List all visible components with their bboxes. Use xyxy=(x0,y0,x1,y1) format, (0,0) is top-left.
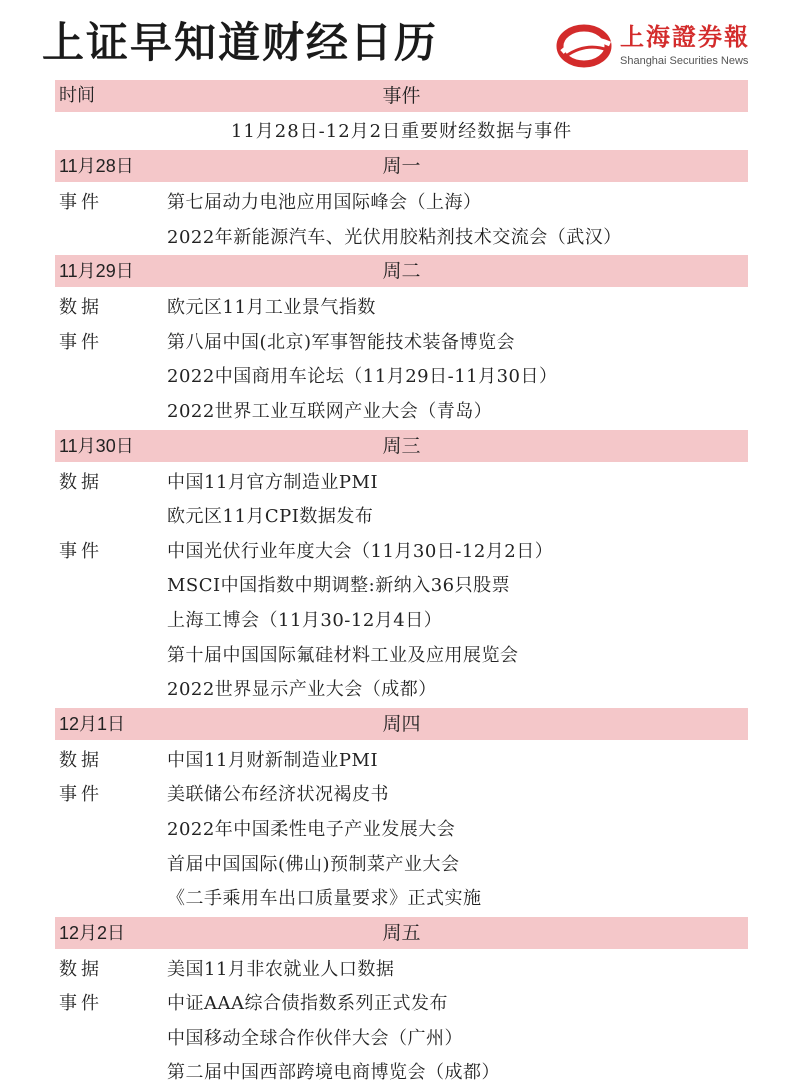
table-subtitle: 11月28日-12月2日重要财经数据与事件 xyxy=(230,121,573,142)
event-row xyxy=(55,326,748,361)
day-weekday: 周二 xyxy=(382,260,421,283)
event-text: 第八届中国(北京)军事智能技术装备博览会 xyxy=(167,331,516,353)
event-text: 欧元区11月工业景气指数 xyxy=(167,297,376,319)
row-category-label: 数据 xyxy=(59,749,103,771)
event-text: 第十届中国国际氟硅材料工业及应用展览会 xyxy=(167,644,519,666)
event-text: 2022年中国柔性电子产业发展大会 xyxy=(167,818,456,840)
event-row xyxy=(55,778,748,813)
event-text: 中国移动全球合作伙伴大会（广州） xyxy=(167,1027,463,1049)
event-text: 第七届动力电池应用国际峰会（上海） xyxy=(167,192,482,213)
row-category-label: 数据 xyxy=(59,297,103,319)
event-text: 中国11月财新制造业PMI xyxy=(167,749,379,771)
page-header xyxy=(0,0,800,80)
day-list xyxy=(55,150,748,1091)
day-header-bar xyxy=(55,255,748,287)
day-date: 12月2日 xyxy=(59,922,126,943)
logo-english-text: Shanghai Securities News xyxy=(620,55,749,67)
row-category-label: 事件 xyxy=(59,192,103,213)
event-text: 第二届中国西部跨境电商博览会（成都） xyxy=(167,1062,500,1084)
event-text: 2022年新能源汽车、光伏用胶粘剂技术交流会（武汉） xyxy=(167,226,622,248)
row-category-label: 事件 xyxy=(59,784,103,806)
event-text: 《二手乘用车出口质量要求》正式实施 xyxy=(167,888,482,910)
event-row xyxy=(55,221,748,256)
event-row xyxy=(55,466,748,501)
event-row xyxy=(55,395,748,430)
event-row xyxy=(55,953,748,988)
day-header-bar xyxy=(55,150,748,182)
day-header-bar xyxy=(55,917,748,949)
event-row xyxy=(55,1022,748,1057)
day-weekday: 周三 xyxy=(382,434,421,457)
event-text: 中国11月官方制造业PMI xyxy=(167,471,379,493)
event-row xyxy=(55,848,748,883)
event-row xyxy=(55,186,748,221)
page-title: 上证早知道财经日历 xyxy=(42,18,439,67)
event-text: 2022中国商用车论坛（11月29日-11月30日） xyxy=(167,366,558,388)
logo-chinese-text: 上海證券報 xyxy=(620,22,750,51)
row-category-label: 数据 xyxy=(59,958,103,980)
logo xyxy=(556,22,786,70)
day-date: 11月29日 xyxy=(59,261,134,282)
logo-swoosh-icon xyxy=(556,22,616,70)
row-category-label: 事件 xyxy=(59,540,103,562)
event-row xyxy=(55,535,748,570)
row-category-label: 事件 xyxy=(59,331,103,353)
event-text: 中国光伏行业年度大会（11月30日-12月2日） xyxy=(167,540,554,562)
calendar-table xyxy=(55,80,748,1091)
day-header-bar xyxy=(55,708,748,740)
event-text: 2022世界工业互联网产业大会（青岛） xyxy=(167,400,493,422)
event-row xyxy=(55,604,748,639)
event-row xyxy=(55,569,748,604)
event-row xyxy=(55,291,748,326)
event-text: 美联储公布经济状况褐皮书 xyxy=(167,784,389,806)
event-row xyxy=(55,744,748,779)
event-text: 首届中国国际(佛山)预制菜产业大会 xyxy=(167,853,460,875)
day-date: 11月30日 xyxy=(59,435,134,456)
event-text: 美国11月非农就业人口数据 xyxy=(167,958,395,980)
table-header-bar xyxy=(55,80,748,112)
event-text: 欧元区11月CPI数据发布 xyxy=(167,506,374,528)
day-weekday: 周五 xyxy=(382,921,421,944)
day-date: 12月1日 xyxy=(59,713,126,734)
event-row xyxy=(55,813,748,848)
event-row xyxy=(55,882,748,917)
column-header-time: 时间 xyxy=(59,85,95,106)
row-category-label: 数据 xyxy=(59,471,103,493)
day-weekday: 周一 xyxy=(382,155,421,177)
event-text: 上海工博会（11月30-12月4日） xyxy=(167,609,443,631)
event-row xyxy=(55,639,748,674)
event-row xyxy=(55,500,748,535)
day-header-bar xyxy=(55,430,748,462)
day-weekday: 周四 xyxy=(382,712,421,735)
event-text: 2022世界显示产业大会（成都） xyxy=(167,679,437,701)
row-category-label: 事件 xyxy=(59,993,103,1015)
event-row xyxy=(55,987,748,1022)
column-header-event: 事件 xyxy=(382,85,421,107)
event-row xyxy=(55,673,748,708)
event-row xyxy=(55,1056,748,1091)
event-text: MSCI中国指数中期调整:新纳入36只股票 xyxy=(167,575,511,597)
day-date: 11月28日 xyxy=(59,156,134,176)
event-row xyxy=(55,360,748,395)
event-text: 中证AAA综合债指数系列正式发布 xyxy=(167,993,448,1015)
